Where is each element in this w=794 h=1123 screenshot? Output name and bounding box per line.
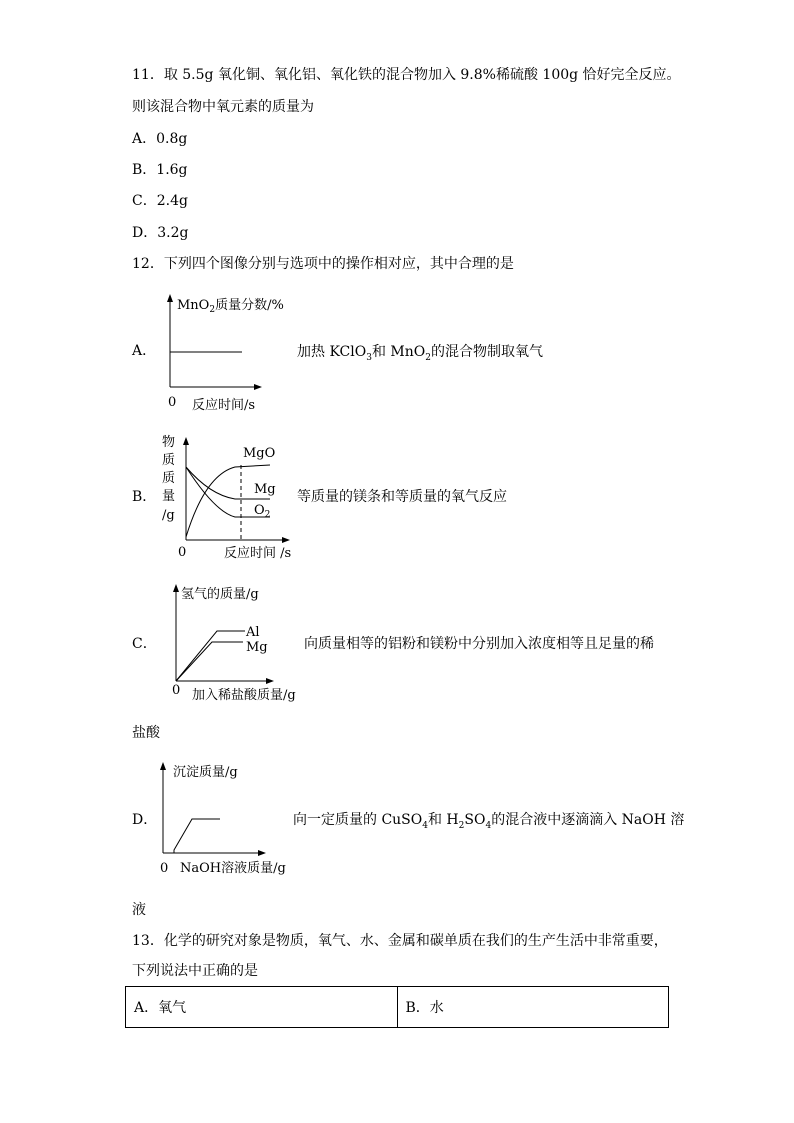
graph-b-x-arrow — [282, 537, 290, 543]
graph-c-x-arrow — [266, 678, 274, 684]
q12-option-d-desc-cont: 液 — [132, 902, 146, 918]
graph-c-label-al: Al — [246, 625, 260, 640]
q12-option-d-desc: 向一定质量的 CuSO$_4$和 $H_2SO_4$的混合液中逐滴滴入 NaOH 溶 — [293, 812, 685, 831]
graph-d-curve — [174, 819, 220, 853]
graph-d-y-arrow — [160, 762, 166, 770]
q12-option-b-desc: 等质量的镁条和等质量的氧气反应 — [297, 489, 507, 505]
graph-b-y-arrow — [183, 437, 189, 445]
q12-option-a-label: A． — [132, 343, 157, 359]
graph-c-curve-al — [176, 631, 245, 681]
graph-d-xlabel: NaOH溶液质量/g — [180, 861, 286, 876]
graph-a-origin: 0 — [168, 395, 177, 410]
graph-b-ylabel-3: 质 — [162, 471, 176, 486]
graph-b-label-mg: Mg — [254, 482, 276, 497]
graph-c-origin: 0 — [172, 683, 181, 698]
graph-b-ylabel-2: 质 — [162, 453, 176, 468]
graph-a-x-arrow — [254, 384, 262, 390]
q11-option-b: B．1.6g — [132, 162, 188, 178]
q11-option-c: C．2.4g — [132, 193, 188, 209]
q13-stem-line1: 13．化学的研究对象是物质，氧气、水、金属和碳单质在我们的生产生活中非常重要， — [132, 933, 668, 949]
q12-option-c-label: C． — [132, 636, 157, 652]
q11-option-d: D．3.2g — [132, 225, 189, 241]
graph-a-ylabel: MnO$_2$质量分数/% — [177, 298, 284, 315]
graph-c-curve-mg — [176, 642, 243, 681]
q12-option-a-desc: 加热 KClO$_3$和 MnO$_2$的混合物制取氧气 — [297, 344, 543, 363]
graph-a-xlabel: 反应时间/s — [192, 398, 256, 413]
graph-b-ylabel-5: /g — [162, 508, 175, 523]
graph-b-origin: 0 — [178, 545, 187, 560]
q12-option-c-desc-cont: 盐酸 — [132, 725, 160, 741]
graph-b-ylabel-4: 量 — [162, 489, 176, 504]
graph-b-curve-mgo — [186, 465, 270, 537]
graph-b-xlabel: 反应时间 /s — [224, 546, 292, 561]
q13-stem-line2: 下列说法中正确的是 — [132, 963, 258, 979]
q11-stem-line1: 11．取 5.5g 氧化铜、氧化铝、氧化铁的混合物加入 9.8%稀硫酸 100g 恰好完全反应。 — [132, 67, 681, 83]
graph-d-ylabel: 沉淀质量/g — [173, 765, 238, 780]
graph-b-label-mgo: MgO — [243, 446, 276, 461]
graph-b-label-o2: $O_2$ — [254, 503, 271, 520]
graph-c-y-arrow — [173, 584, 179, 592]
q13-option-b: B．水 — [397, 987, 669, 1028]
graph-d-origin: 0 — [160, 861, 169, 876]
graph-c-label-mg: Mg — [246, 640, 268, 655]
graph-c-xlabel: 加入稀盐酸质量/g — [192, 688, 296, 703]
table-row — [126, 987, 669, 1028]
q12-stem: 12．下列四个图像分别与选项中的操作相对应，其中合理的是 — [132, 256, 514, 272]
q13-answer-table — [125, 986, 669, 1028]
graph-a-y-arrow — [167, 294, 173, 302]
q11-stem-line2: 则该混合物中氧元素的质量为 — [132, 99, 314, 115]
graph-c-ylabel: 氢气的质量/g — [181, 587, 259, 602]
q13-option-a: A．氧气 — [126, 987, 398, 1028]
q12-option-c-desc: 向质量相等的铝粉和镁粉中分别加入浓度相等且足量的稀 — [304, 636, 654, 652]
graph-d-x-arrow — [258, 850, 266, 856]
graph-b-ylabel-1: 物 — [162, 435, 176, 450]
q12-option-d-label: D． — [132, 812, 158, 828]
q12-option-b-label: B． — [132, 489, 157, 505]
q11-option-a: A．0.8g — [132, 131, 188, 147]
